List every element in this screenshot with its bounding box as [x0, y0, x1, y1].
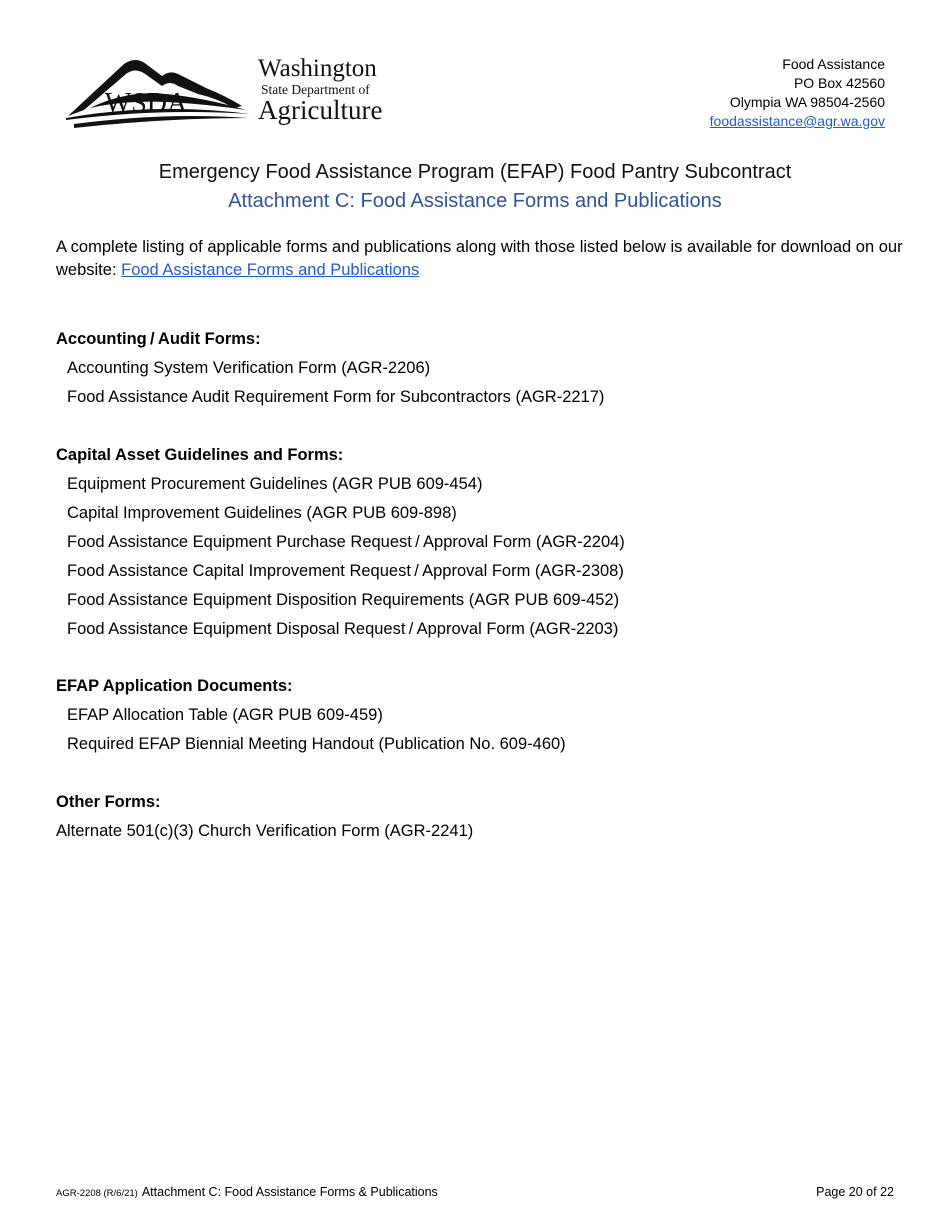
list-item: Food Assistance Capital Improvement Request / Approval Form (AGR-2308): [67, 562, 624, 580]
list-item: Food Assistance Equipment Purchase Request / Approval Form (AGR-2204): [67, 533, 625, 551]
footer-title: Attachment C: Food Assistance Forms & Publications: [141, 1185, 438, 1199]
section-title: Capital Asset Guidelines and Forms:: [56, 446, 344, 464]
page-number: Page 20 of 22: [816, 1185, 894, 1199]
list-item: Required EFAP Biennial Meeting Handout (Publication No. 609-460): [67, 735, 566, 753]
list-item: Alternate 501(c)(3) Church Verification Form (AGR-2241): [56, 822, 474, 840]
list-item: Capital Improvement Guidelines (AGR PUB 609-898): [67, 504, 457, 522]
logo-state-dept: State Department of: [261, 82, 370, 97]
title-block: [0, 158, 950, 216]
document-title: Emergency Food Assistance Program (EFAP) Food Pantry Subcontract: [158, 161, 792, 183]
attachment-title: Attachment C: Food Assistance Forms and Publications: [228, 190, 722, 212]
address-city: Olympia WA 98504-2560: [729, 94, 885, 110]
list-item: Food Assistance Equipment Disposition Requirements (AGR PUB 609-452): [67, 591, 620, 609]
email-link[interactable]: foodassistance@agr.wa.gov: [709, 113, 885, 129]
section-accounting-audit: [56, 325, 906, 412]
list-item: Equipment Procurement Guidelines (AGR PUB 609-454): [67, 475, 483, 493]
logo-acronym: WSDA: [104, 88, 188, 119]
list-item: Accounting System Verification Form (AGR-2206): [67, 359, 431, 377]
logo-washington: Washington: [258, 55, 377, 82]
forms-publications-link[interactable]: Food Assistance Forms and Publications: [121, 261, 420, 279]
mountain-logo-icon: [66, 50, 256, 132]
logo-wordmark: [258, 56, 382, 124]
section-other-forms: [56, 788, 906, 846]
address-block: [710, 55, 885, 131]
footer-left: [56, 1185, 438, 1199]
address-box: PO Box 42560: [793, 75, 885, 91]
wsda-logo: [66, 50, 386, 132]
section-capital-asset: [56, 441, 906, 644]
list-item: Food Assistance Equipment Disposal Request / Approval Form (AGR-2203): [67, 620, 619, 638]
section-title: Other Forms:: [56, 793, 161, 811]
section-efap-application: [56, 672, 906, 759]
logo-agriculture: Agriculture: [258, 94, 383, 125]
intro-paragraph: [56, 236, 906, 282]
address-org: Food Assistance: [782, 56, 885, 72]
form-code: AGR-2208 (R/6/21): [56, 1188, 138, 1199]
section-title: EFAP Application Documents:: [56, 677, 293, 695]
section-title: Accounting / Audit Forms:: [56, 330, 261, 348]
list-item: Food Assistance Audit Requirement Form for Subcontractors (AGR-2217): [67, 388, 605, 406]
intro-text: A complete listing of applicable forms and publications along with those listed below is available for download on our website:: [56, 238, 903, 279]
list-item: EFAP Allocation Table (AGR PUB 609-459): [67, 706, 383, 724]
